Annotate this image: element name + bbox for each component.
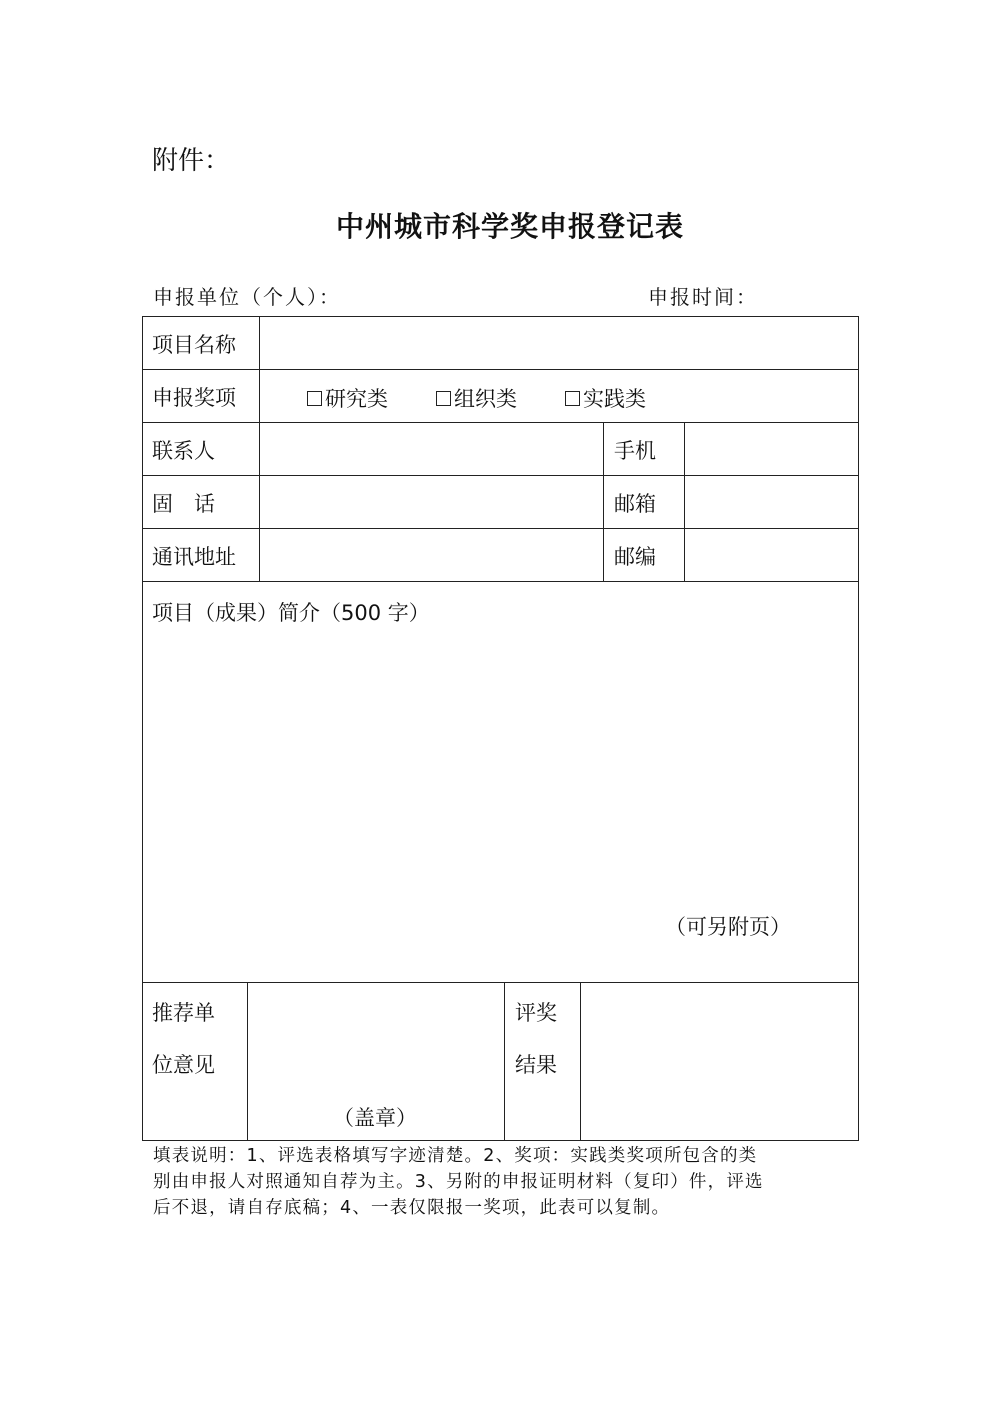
email-label: 邮箱 [614, 492, 656, 516]
row-divider [143, 581, 858, 582]
recommend-label-line1: 推荐单 [152, 1001, 215, 1025]
mobile-label: 手机 [614, 439, 656, 463]
contact-field[interactable] [261, 424, 601, 473]
award-option-label: 实践类 [583, 387, 646, 411]
instruction-line: 填表说明：1、评选表格填写字迹清楚。2、奖项：实践类奖项所包含的类 [153, 1146, 758, 1166]
instruction-line: 别由申报人对照通知自荐为主。3、另附的申报证明材料（复印）件，评选 [153, 1172, 764, 1192]
recommend-label-line2: 位意见 [152, 1053, 215, 1077]
award-result-field[interactable] [582, 984, 856, 1138]
row-divider [143, 422, 858, 423]
checkbox-icon[interactable] [565, 391, 580, 406]
phone-label: 固 话 [152, 492, 215, 516]
address-field[interactable] [261, 530, 601, 579]
column-divider [603, 422, 604, 581]
form-title: 中州城市科学奖申报登记表 [335, 210, 684, 243]
seal-label: （盖章） [333, 1106, 417, 1130]
column-divider [247, 982, 248, 1140]
result-label-line1: 评奖 [515, 1001, 557, 1025]
award-label: 申报奖项 [152, 386, 236, 410]
award-option-label: 研究类 [325, 387, 388, 411]
project-name-field[interactable] [261, 319, 856, 367]
row-divider [143, 982, 858, 983]
project-name-label: 项目名称 [152, 333, 236, 357]
postcode-field[interactable] [686, 530, 856, 579]
checkbox-icon[interactable] [307, 391, 322, 406]
mobile-field[interactable] [686, 424, 856, 473]
phone-field[interactable] [261, 477, 601, 526]
registration-form-table [142, 316, 859, 1141]
column-divider [684, 422, 685, 581]
filling-instructions [153, 1143, 813, 1221]
instruction-line: 后不退，请自存底稿；4、一表仅限报一奖项，此表可以复制。 [153, 1198, 671, 1218]
award-option-organization[interactable] [436, 383, 517, 413]
postcode-label: 邮编 [614, 545, 656, 569]
row-divider [143, 528, 858, 529]
summary-label: 项目（成果）简介（500 字） [152, 601, 430, 625]
date-label: 申报时间： [648, 285, 758, 309]
column-divider [504, 982, 505, 1140]
result-label-line2: 结果 [515, 1053, 557, 1077]
contact-label: 联系人 [152, 439, 215, 463]
row-divider [143, 369, 858, 370]
address-label: 通讯地址 [152, 545, 236, 569]
column-divider [259, 317, 260, 581]
award-option-practice[interactable] [565, 383, 646, 413]
attachment-label: 附件： [152, 146, 231, 176]
summary-note: （可另附页） [665, 915, 791, 939]
award-option-label: 组织类 [454, 387, 517, 411]
award-option-research[interactable] [307, 383, 388, 413]
applicant-label: 申报单位（个人）： [153, 285, 341, 309]
email-field[interactable] [686, 477, 856, 526]
checkbox-icon[interactable] [436, 391, 451, 406]
column-divider [580, 982, 581, 1140]
row-divider [143, 475, 858, 476]
